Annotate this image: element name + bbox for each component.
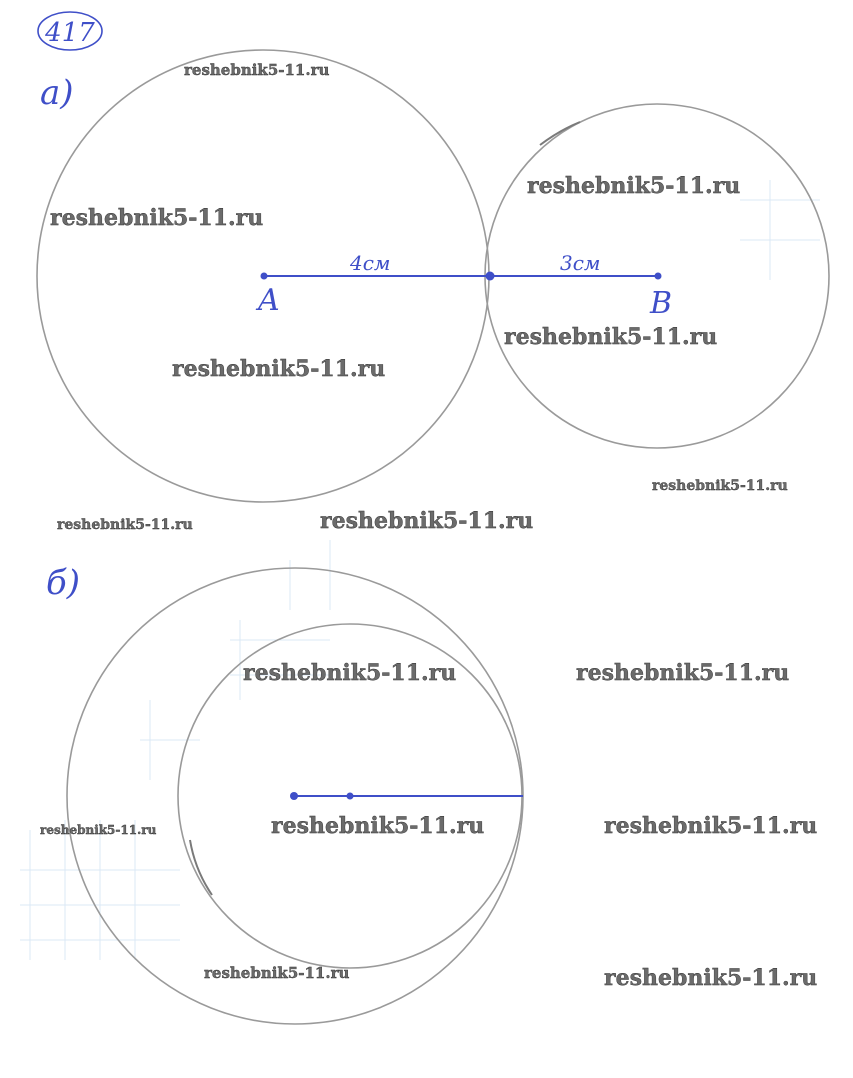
point-b-dot [655, 273, 662, 280]
watermark-text: reshebnik5-11.ru [576, 660, 790, 686]
graph-paper-grid [20, 180, 820, 960]
watermark-text: reshebnik5-11.ru [604, 965, 818, 991]
watermark-text: reshebnik5-11.ru [504, 324, 718, 350]
watermark-text: reshebnik5-11.ru [50, 205, 264, 231]
watermark-text: reshebnik5-11.ru [652, 478, 788, 494]
outer-center-dot [290, 792, 298, 800]
point-a-dot [261, 273, 268, 280]
watermark-text: reshebnik5-11.ru [204, 964, 350, 982]
watermark-text: reshebnik5-11.ru [57, 517, 193, 533]
problem-number [38, 12, 102, 50]
watermark-text: reshebnik5-11.ru [172, 356, 386, 382]
inner-center-dot [347, 793, 354, 800]
watermark-text: reshebnik5-11.ru [243, 660, 457, 686]
watermark-text: reshebnik5-11.ru [527, 173, 741, 199]
part-a-label: а) [40, 73, 74, 113]
tangent-point-dot [486, 272, 495, 281]
watermark-text: reshebnik5-11.ru [604, 813, 818, 839]
watermark-text: reshebnik5-11.ru [40, 823, 157, 837]
segment-a-length: 4см [350, 251, 391, 275]
segment-b-length: 3см [560, 251, 601, 275]
point-b-label: B [650, 286, 673, 321]
part-b-label: б) [46, 563, 81, 603]
svg-text:417: 417 [45, 18, 95, 48]
watermarks [40, 61, 817, 991]
point-a-label: A [258, 283, 280, 318]
watermark-text: reshebnik5-11.ru [320, 508, 534, 534]
watermark-text: reshebnik5-11.ru [271, 813, 485, 839]
watermark-text: reshebnik5-11.ru [184, 61, 330, 79]
